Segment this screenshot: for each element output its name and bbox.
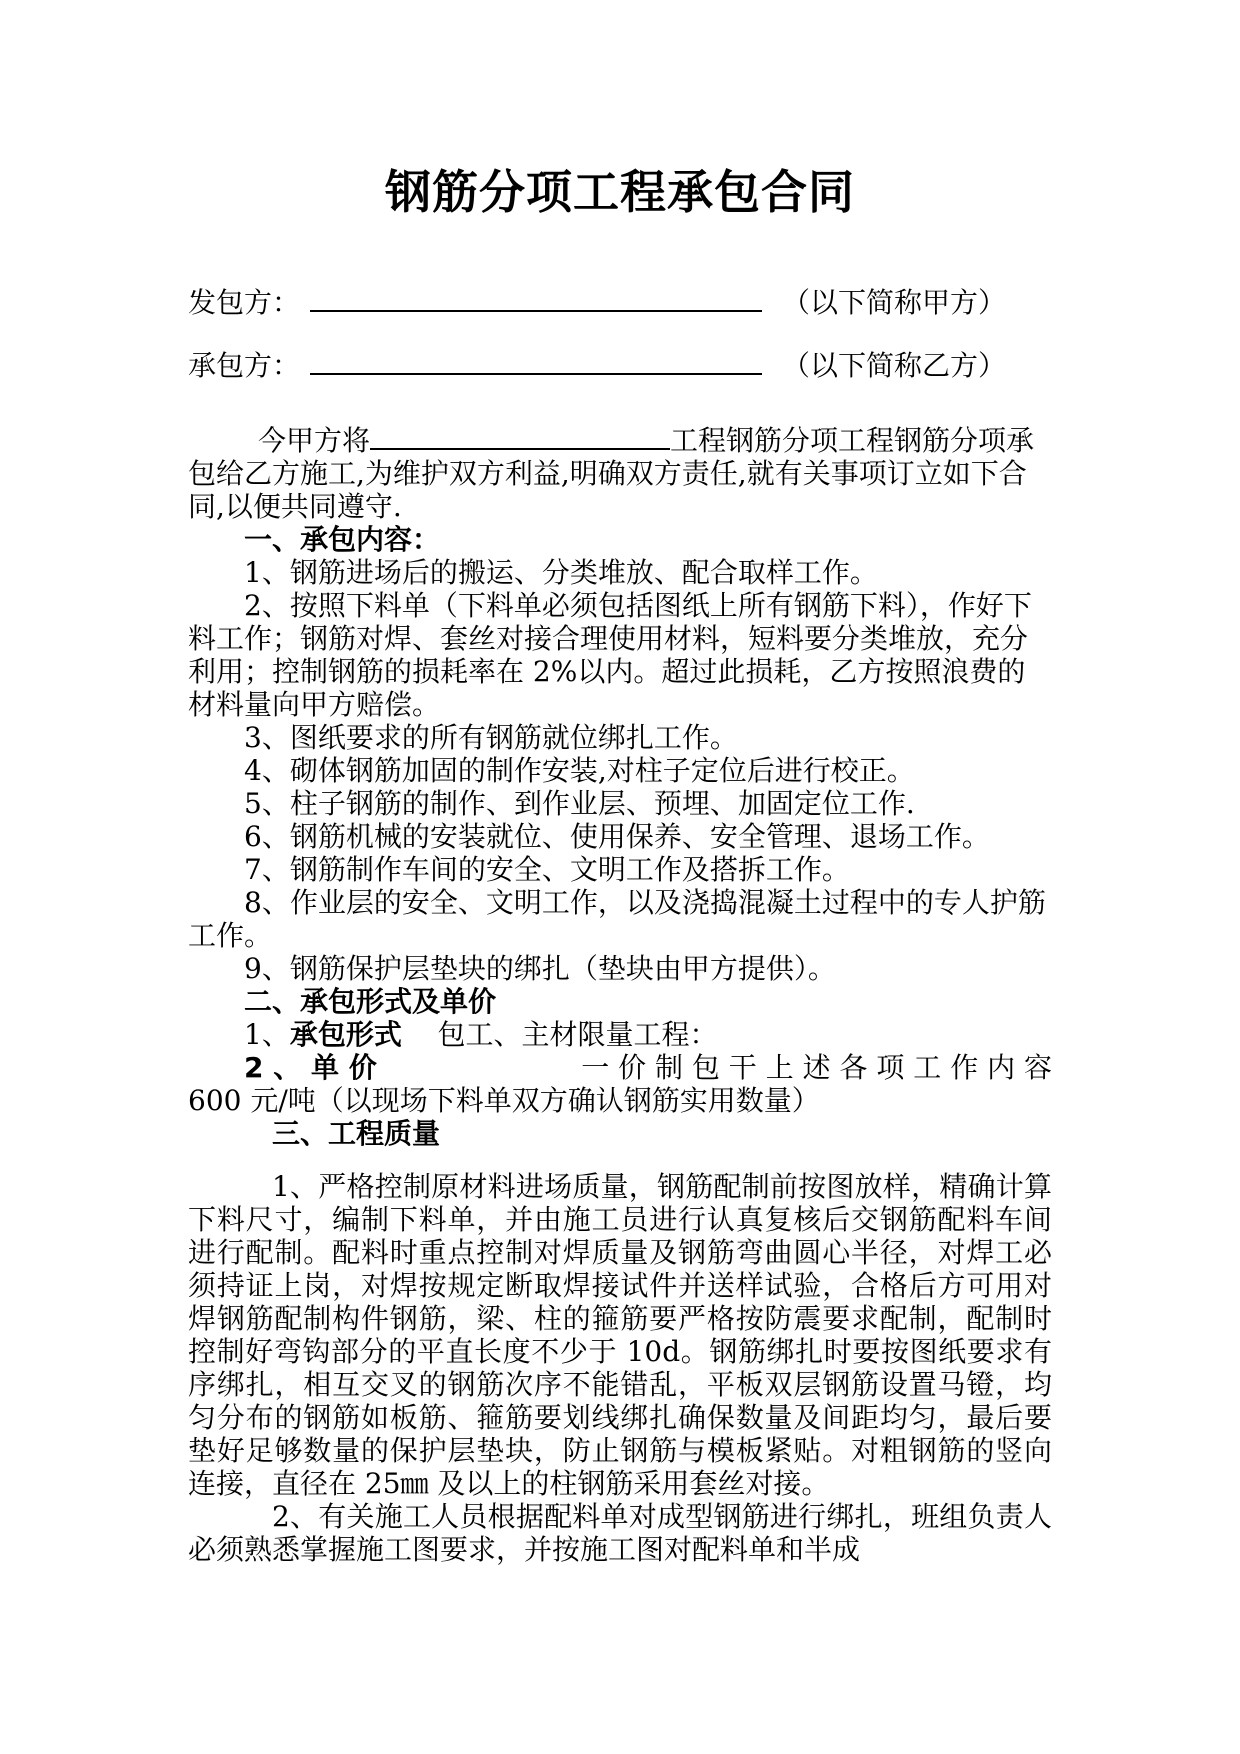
employer-label: 发包方：: [188, 286, 301, 319]
section1-item: 9、钢筋保护层垫块的绑扎（垫块由甲方提供）。: [244, 952, 836, 985]
section1-item: 2、按照下料单（下料单必须包括图纸上所有钢筋下料），作好下料工作；钢筋对焊、套丝对接合理使用材料，短料要分类堆放，充分利用；控制钢筋的损耗率在 2%以内。超过此损耗，乙方按照浪费的材料量向甲方赔偿。: [188, 589, 1032, 721]
intro-paragraph: [188, 424, 1052, 523]
section3-paragraph: 2、有关施工人员根据配料单对成型钢筋进行绑扎，班组负责人必须熟悉掌握施工图要求，并按施工图对配料单和半成: [188, 1500, 1052, 1566]
contractor-suffix: （以下简称乙方）: [782, 349, 1007, 382]
section1-item: 7、钢筋制作车间的安全、文明工作及搭拆工作。: [244, 853, 850, 886]
section1-item: 6、钢筋机械的安装就位、使用保养、安全管理、退场工作。: [244, 820, 990, 853]
document-title: 钢筋分项工程承包合同: [385, 165, 855, 219]
item2-text: 一 价 制 包 干 上 述 各 项 工 作 内 容: [581, 1051, 1052, 1084]
section1-item: 4、砌体钢筋加固的制作安装,对柱子定位后进行校正。: [244, 754, 915, 787]
section2-heading: 二、承包形式及单价: [244, 985, 497, 1018]
item2-label: 2 、 单 价: [244, 1051, 377, 1084]
section3-heading: 三、工程质量: [272, 1117, 441, 1150]
intro-prefix: 今甲方将: [258, 424, 371, 457]
contractor-line: [188, 343, 1006, 386]
section1-heading: 一、承包内容：: [244, 523, 441, 556]
contractor-label: 承包方：: [188, 349, 301, 382]
section2-item1: [188, 1018, 1052, 1051]
section2-item2-continued: 600 元/吨（以现场下料单双方确认钢筋实用数量）: [188, 1084, 820, 1117]
section1-item: 1、钢筋进场后的搬运、分类堆放、配合取样工作。: [244, 556, 878, 589]
employer-blank: [310, 280, 762, 312]
contractor-blank: [310, 343, 762, 375]
spacer: [188, 1150, 1052, 1170]
item1-text: 包工、主材限量工程：: [437, 1018, 718, 1051]
section3-paragraph: 1、严格控制原材料进场质量，钢筋配制前按图放样，精确计算下料尺寸，编制下料单，并由施工员进行认真复核后交钢筋配料车间进行配制。配料时重点控制对焊质量及钢筋弯曲圆心半径，对焊工必须持证上岗，对焊按规定断取焊接试件并送样试验，合格后方可用对焊钢筋配制构件钢筋，梁、柱的箍筋要严格按防震要求配制，配制时控制好弯钩部分的平直长度不少于 10d。钢筋绑扎时要按图纸要求有序绑扎，相互交叉的钢筋次序不能错乱，平板双层钢筋设置马镫，均匀分布的钢筋如板筋、箍筋要划线绑扎确保数量及间距均匀，最后要垫好足够数量的保护层垫块，防止钢筋与模板紧贴。对粗钢筋的竖向连接，直径在 25㎜ 及以上的柱钢筋采用套丝对接。: [188, 1170, 1052, 1500]
item1-number: 1、: [244, 1018, 290, 1051]
section1-item: 3、图纸要求的所有钢筋就位绑扎工作。: [244, 721, 738, 754]
contract-body: [188, 424, 1052, 1566]
section1-item: 5、柱子钢筋的制作、到作业层、预埋、加固定位工作.: [244, 787, 915, 820]
section2-item2: [188, 1051, 1052, 1084]
section1-item: 8、作业层的安全、文明工作，以及浇捣混凝土过程中的专人护筋工作。: [188, 886, 1046, 952]
intro-text: 工程钢筋分项工程钢筋分项承包给乙方施工,为维护双方利益,明确双方责任,就有关事项订立如下合同,以便共同遵守.: [188, 424, 1035, 523]
item1-label: 承包形式: [289, 1018, 402, 1051]
employer-suffix: （以下简称甲方）: [782, 286, 1007, 319]
project-name-blank: [370, 424, 670, 450]
employer-line: [188, 280, 1006, 323]
